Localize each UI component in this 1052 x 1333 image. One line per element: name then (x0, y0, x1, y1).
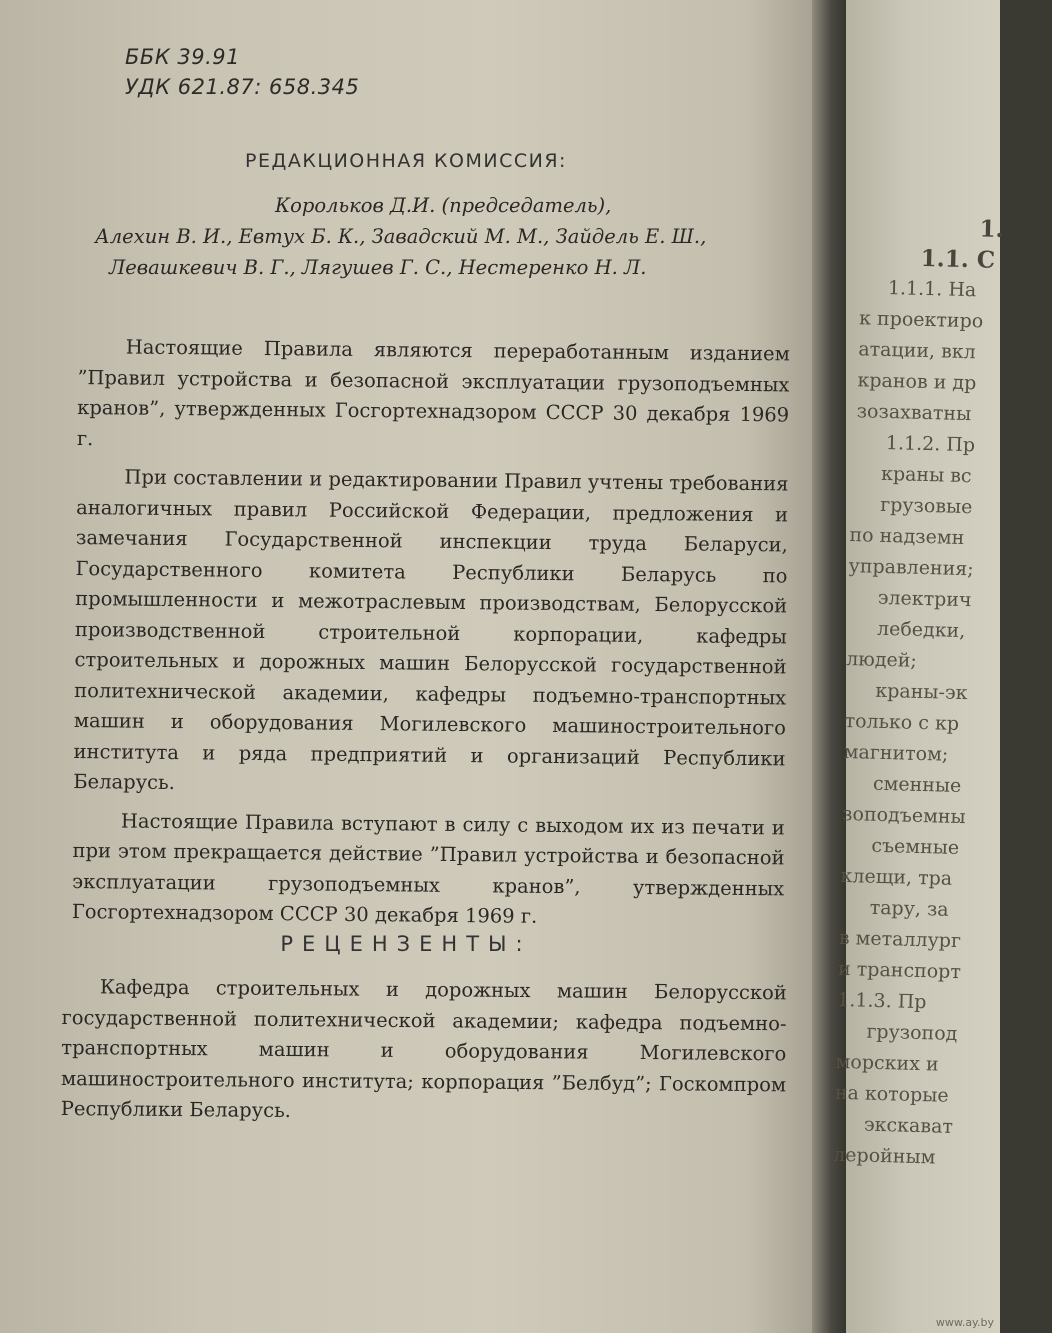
right-line: управления; (848, 555, 974, 581)
right-line: в металлург (838, 926, 962, 953)
right-line: зоподъемны (841, 802, 966, 829)
right-line: краны-эк (875, 679, 968, 705)
right-line: атации, вкл (858, 338, 977, 364)
right-line: на которые (834, 1081, 949, 1107)
right-line: по надземн (849, 524, 965, 550)
right-line: экскават (863, 1113, 954, 1138)
right-line: съемные (871, 834, 960, 860)
intro-paragraph-2: При составлении и редактировании Правил учтены требования аналогичных правил Российской Федерации, предложения и замечания Государственной инспекции труда Беларуси, Государственного комитета Республики Беларусь по промышленности и межотраслевым производствам, Белорусской производственной строительной корпорации, кафедры строительных и дорожных машин Белорусской государственной политехнической академии, кафедры подъемно-транспортных машин и оборудования Могилевского машиностроительного института и ряда предприятий и организаций Республики Беларусь. (73, 465, 789, 795)
udk-code: УДК 621.87: 658.345 (125, 75, 360, 99)
right-line: зозахватны (856, 400, 972, 426)
commission-members (95, 190, 795, 283)
right-line: лебедки, (876, 617, 966, 643)
right-line: 1.1.3. Пр (837, 988, 927, 1014)
right-line: сменные (872, 772, 962, 798)
intro-paragraph-3: Настоящие Правила вступают в силу с выходом их из печати и при этом прекращается действие ”Правил устройства и безопасной эксплуатации грузоподъемных кранов”, утвержденных Госгортехнадзором СССР 30 декабря 1969 г. (71, 808, 785, 928)
reviewers-heading: РЕЦЕНЗЕНТЫ: (280, 932, 532, 956)
right-line: только с кр (844, 709, 960, 735)
right-line: 1. (979, 215, 1004, 243)
right-line: электрич (877, 586, 972, 612)
right-line: к проектиро (858, 307, 984, 333)
right-line: магнитом; (843, 740, 949, 766)
reviewers-paragraph: Кафедра строительных и дорожных машин Белорусской государственной политехнической академии; кафедра подъемно-транспортных машин и оборудования Могилевского машиностроительного института; корпорация ”Белбуд”; Госкомпром Республики Беларусь. (60, 975, 787, 1123)
right-line: кранов и др (857, 369, 977, 395)
commission-chair: Корольков Д.И. (председатель), (275, 194, 612, 217)
right-line: тару, за (869, 896, 949, 921)
right-line: людей; (845, 648, 918, 672)
watermark: www.ay.by (935, 1316, 994, 1329)
intro-paragraph-1: Настоящие Правила являются переработанным изданием ”Правил устройства и безопасной эксплуатации грузоподъемных кранов”, утвержденных Госгортехнадзором СССР 30 декабря 1969 г. (76, 335, 790, 450)
bbk-code: ББК 39.91 (125, 45, 241, 69)
right-line: клещи, тра (840, 864, 953, 890)
commission-members-line-1: Алехин В. И., Евтух Б. К., Завадский М. М., Зайдель Е. Ш., (95, 225, 707, 248)
introduction-text (72, 332, 790, 943)
right-line: грузовые (880, 493, 973, 519)
right-line: 1.1.1. На (887, 276, 977, 302)
right-line: морских и (835, 1050, 939, 1076)
right-line: 1.1.2. Пр (885, 431, 976, 457)
right-line: 1.1. С (920, 244, 996, 274)
right-line: грузопод (866, 1020, 958, 1046)
right-line: и транспорт (837, 957, 962, 984)
commission-members-line-2: Левашкевич В. Г., Лягушев Г. С., Нестеренко Н. Л. (109, 256, 647, 279)
editorial-commission-heading: РЕДАКЦИОННАЯ КОМИССИЯ: (245, 150, 567, 172)
reviewers-text-block (61, 972, 787, 1131)
classification-codes (125, 42, 359, 102)
right-line: краны вс (880, 462, 972, 488)
right-line: леройным (832, 1143, 936, 1169)
right-page-text (827, 210, 1052, 1176)
right-page (832, 0, 1004, 1333)
